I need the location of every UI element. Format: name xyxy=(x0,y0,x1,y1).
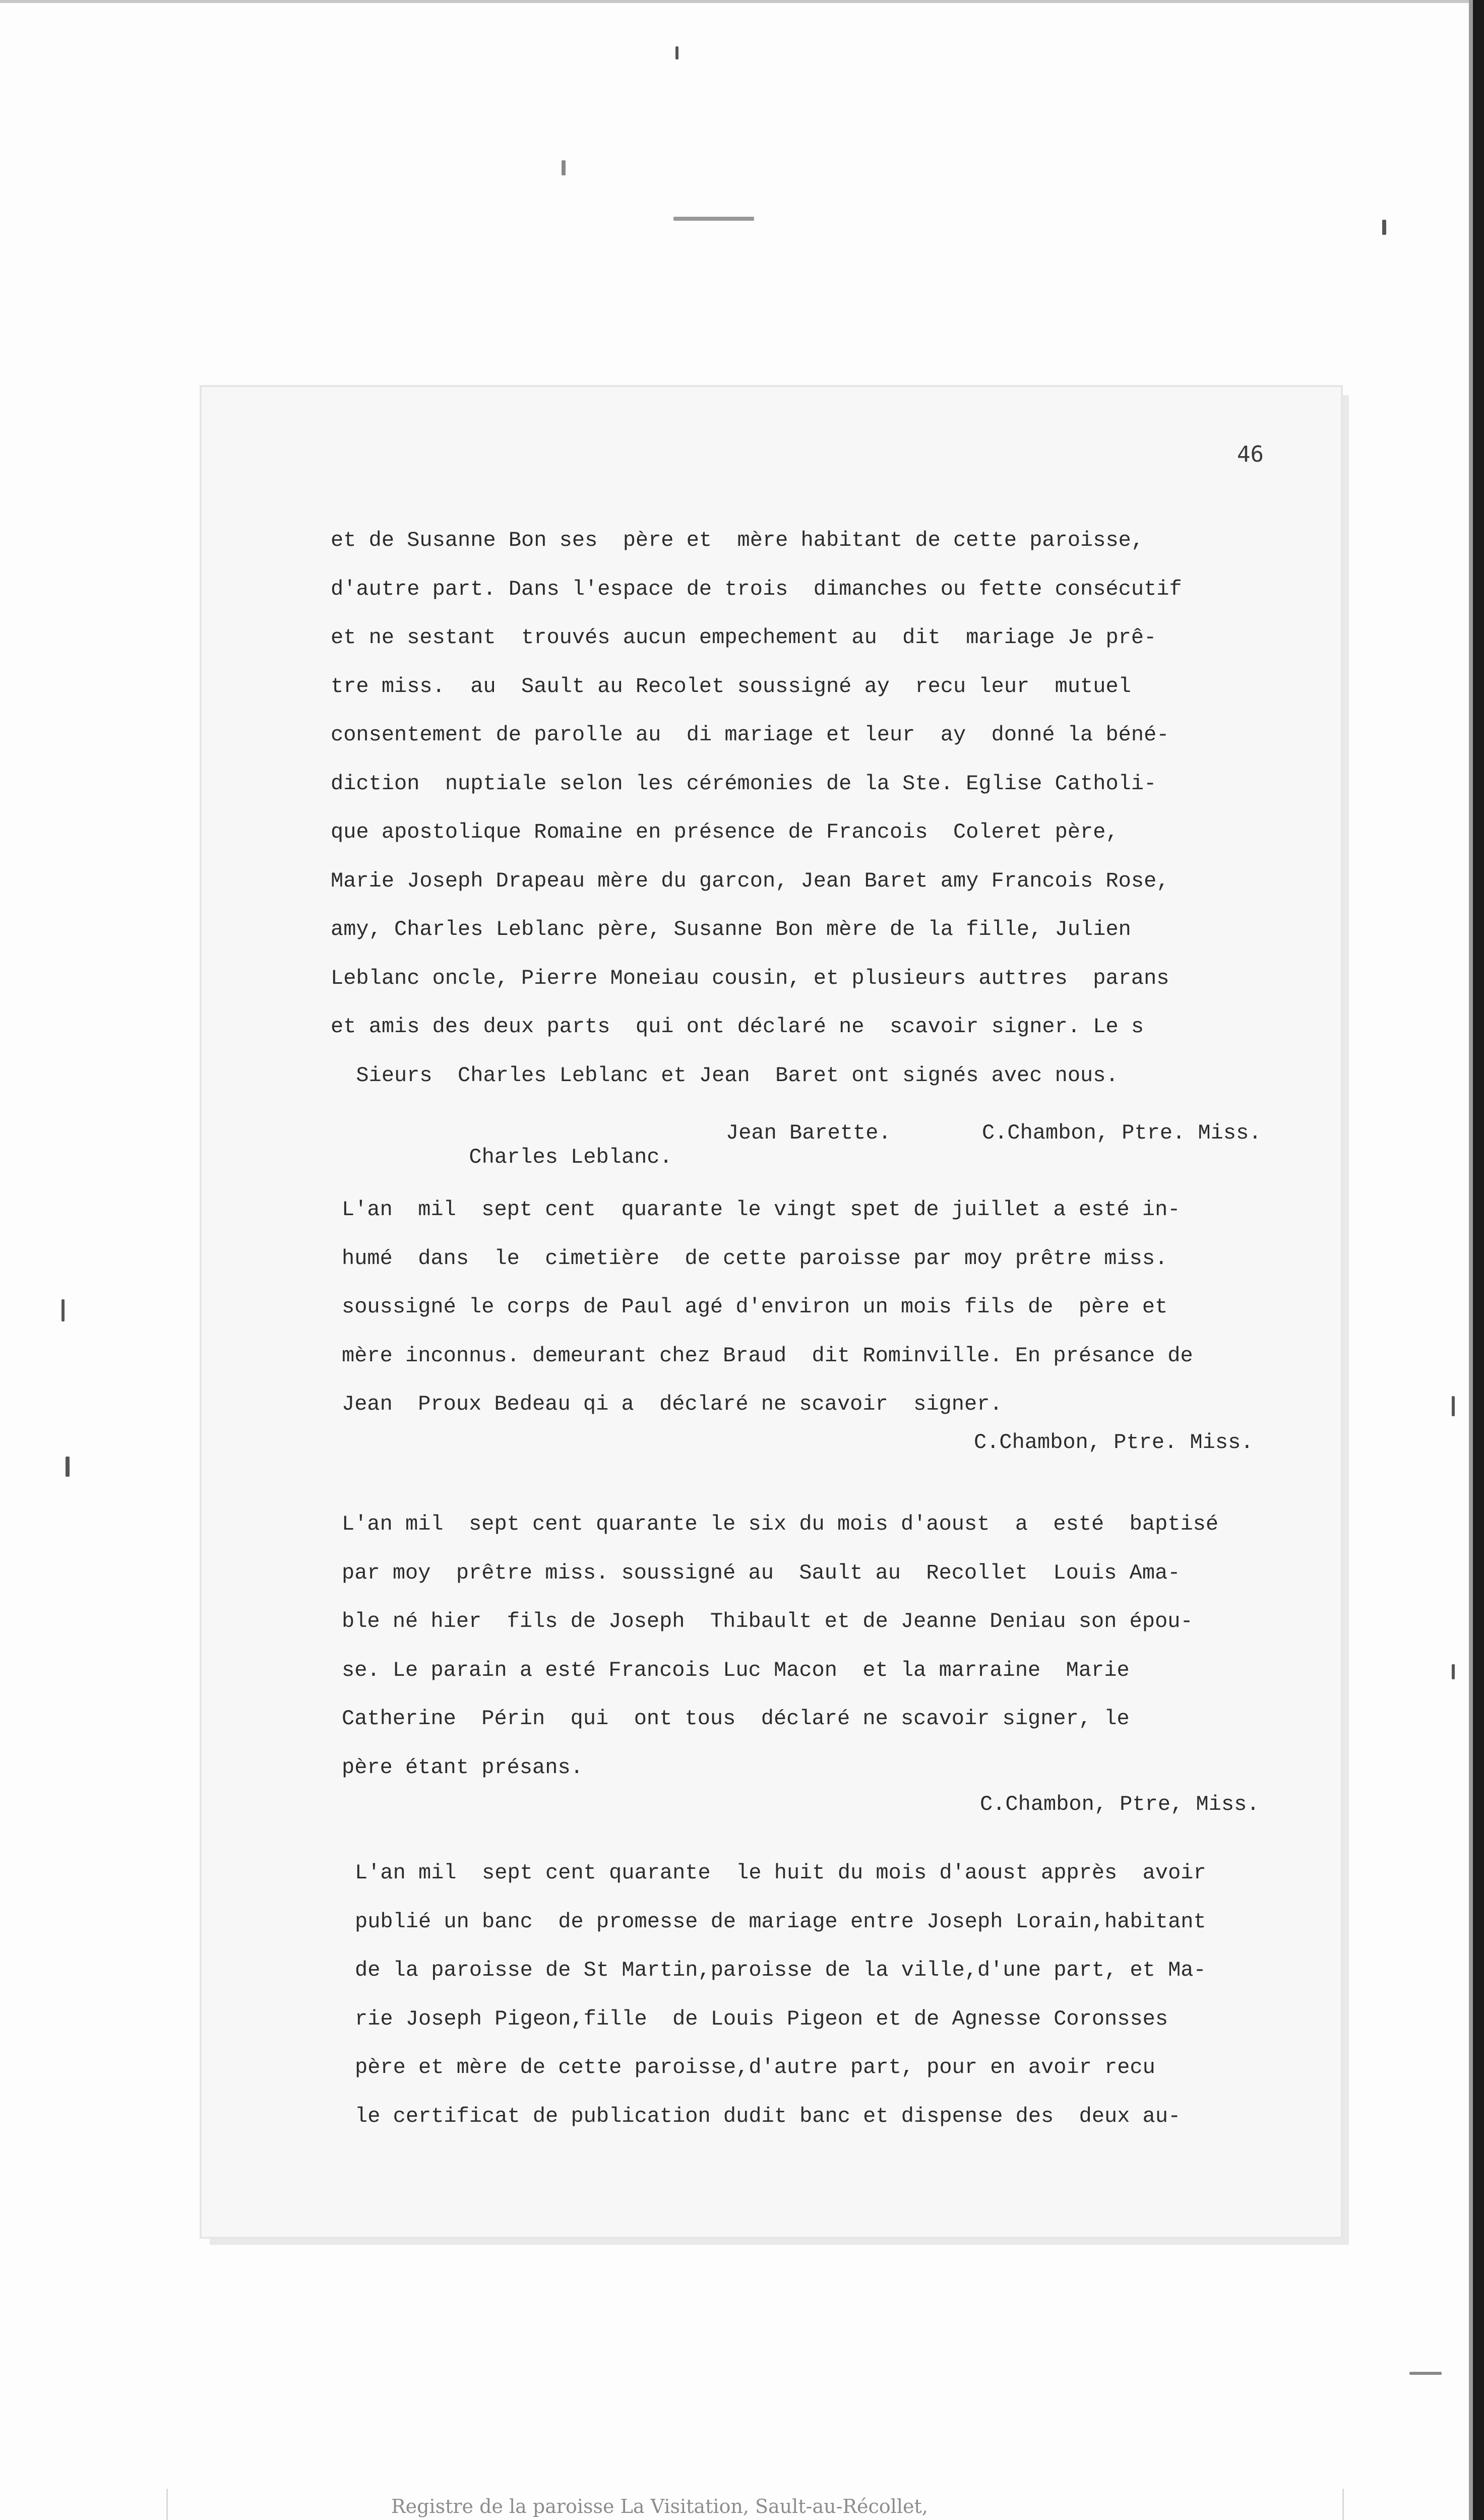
signature-jean-barette: Jean Barette. xyxy=(726,1121,891,1145)
text-line: le certificat de publication dudit banc et dispense des deux au- xyxy=(355,2104,1181,2128)
text-line: humé dans le cimetière de cette paroisse par moy prêtre miss. xyxy=(342,1246,1168,1271)
scan-edge-top xyxy=(0,0,1484,3)
text-line: Leblanc oncle, Pierre Moneiau cousin, et plusieurs auttres parans xyxy=(331,966,1169,990)
signature-priest: C.Chambon, Ptre. Miss. xyxy=(982,1121,1262,1145)
text-line: L'an mil sept cent quarante le six du mois d'aoust a esté baptisé xyxy=(342,1512,1219,1536)
archives-stamp-frame xyxy=(166,2489,1344,2520)
text-line: d'autre part. Dans l'espace de trois dimanches ou fette consécutif xyxy=(331,577,1182,601)
text-line: de la paroisse de St Martin,paroisse de la ville,d'une part, et Ma- xyxy=(355,1958,1206,1982)
film-speck xyxy=(1452,1664,1455,1679)
film-speck xyxy=(61,1299,65,1321)
text-line: consentement de parolle au di mariage et leur ay donné la béné- xyxy=(331,723,1169,747)
text-line: père et mère de cette paroisse,d'autre part, pour en avoir recu xyxy=(355,2055,1155,2080)
text-line: publié un banc de promesse de mariage entre Joseph Lorain,habitant xyxy=(355,1909,1206,1934)
burial-priest-signature: C.Chambon, Ptre. Miss. xyxy=(974,1430,1254,1455)
baptism-entry xyxy=(342,1500,1218,1792)
text-line: diction nuptiale selon les cérémonies de la Ste. Eglise Catholi- xyxy=(331,771,1157,796)
marriage-entry-continued xyxy=(331,516,1182,1100)
text-line: amy, Charles Leblanc père, Susanne Bon mère de la fille, Julien xyxy=(331,917,1131,941)
text-line: tre miss. au Sault au Recolet soussigné ay recu leur mutuel xyxy=(331,674,1131,699)
film-speck xyxy=(1382,220,1386,235)
scan-edge-right xyxy=(1473,0,1484,2520)
signature-charles-leblanc: Charles Leblanc. xyxy=(469,1145,672,1169)
text-line: L'an mil sept cent quarante le huit du mois d'aoust apprès avoir xyxy=(355,1861,1206,1885)
film-speck xyxy=(673,217,754,221)
text-line: et de Susanne Bon ses père et mère habitant de cette paroisse, xyxy=(331,528,1144,552)
text-line: Catherine Périn qui ont tous déclaré ne scavoir signer, le xyxy=(342,1707,1130,1731)
text-line: se. Le parain a esté Francois Luc Macon et la marraine Marie xyxy=(342,1658,1130,1682)
text-line: et amis des deux parts qui ont déclaré ne scavoir signer. Le s xyxy=(331,1015,1144,1039)
scan-edge-right-shadow xyxy=(1469,0,1473,2520)
marriage-banns-entry xyxy=(355,1849,1206,2140)
baptism-priest-signature: C.Chambon, Ptre, Miss. xyxy=(980,1792,1260,1816)
text-line: ble né hier fils de Joseph Thibault et de Jeanne Deniau son épou- xyxy=(342,1609,1193,1633)
text-line: père étant présans. xyxy=(342,1755,583,1780)
text-line: Marie Joseph Drapeau mère du garcon, Jean Baret amy Francois Rose, xyxy=(331,868,1169,893)
text-line: et ne sestant trouvés aucun empechement au dit mariage Je prê- xyxy=(331,625,1157,650)
film-speck xyxy=(562,160,566,175)
text-line: Jean Proux Bedeau qi a déclaré ne scavoir signer. xyxy=(342,1392,1003,1416)
text-line: Sieurs Charles Leblanc et Jean Baret ont signés avec nous. xyxy=(331,1063,1119,1088)
film-speck xyxy=(66,1457,70,1477)
film-speck xyxy=(1409,2372,1442,2375)
film-speck xyxy=(1452,1396,1455,1416)
text-line: rie Joseph Pigeon,fille de Louis Pigeon et de Agnesse Coronsses xyxy=(355,2006,1168,2031)
text-line: par moy prêtre miss. soussigné au Sault au Recollet Louis Ama- xyxy=(342,1560,1181,1585)
text-line: que apostolique Romaine en présence de Francois Coleret père, xyxy=(331,820,1119,844)
text-line: mère inconnus. demeurant chez Braud dit Rominville. En présance de xyxy=(342,1343,1193,1368)
film-speck xyxy=(675,46,678,59)
caption-line-1: Registre de la paroisse La Visitation, Sault-au-Récollet, xyxy=(391,2495,928,2517)
text-line: L'an mil sept cent quarante le vingt spet de juillet a esté in- xyxy=(342,1198,1181,1222)
text-line: soussigné le corps de Paul agé d'environ un mois fils de père et xyxy=(342,1295,1168,1319)
page-number: 46 xyxy=(1237,442,1264,467)
burial-entry xyxy=(342,1185,1193,1429)
